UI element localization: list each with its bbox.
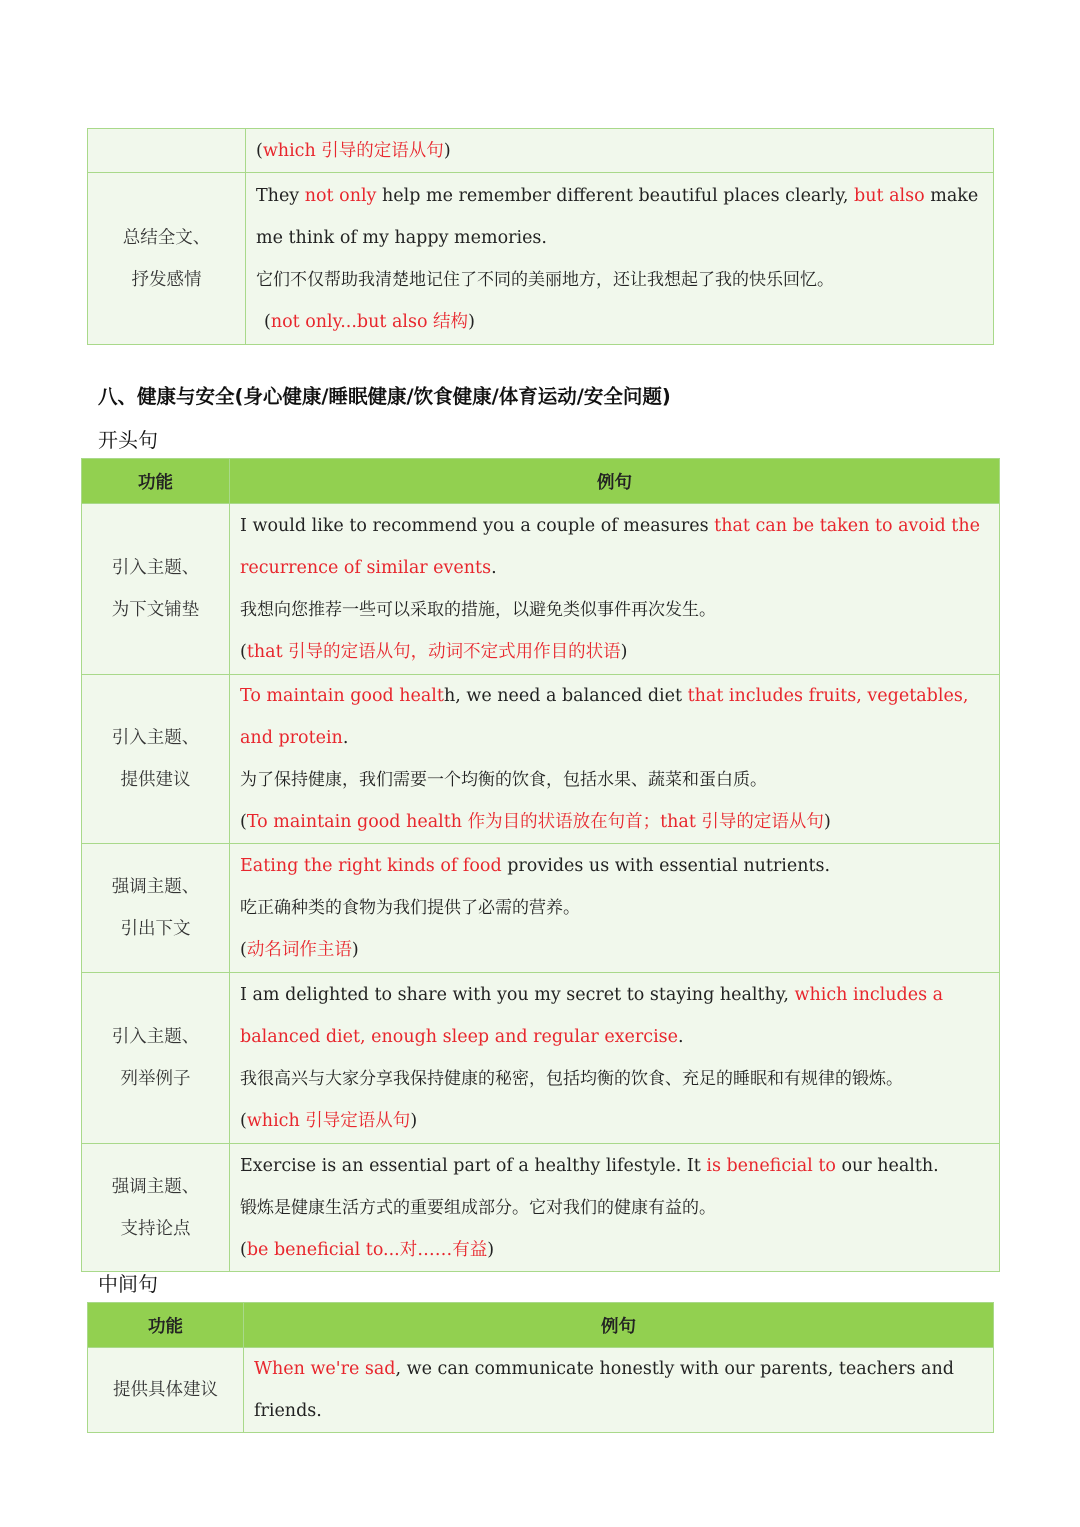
function-line: 列举例子: [120, 1069, 191, 1089]
english-sentence: I am delighted to share with you my secret to staying healthy, which includes a balanced diet, enough sleep and regular exercise.: [240, 985, 944, 1047]
function-cell: [82, 973, 230, 1144]
chinese-translation: 吃正确种类的食物为我们提供了必需的营养。: [240, 898, 580, 918]
chinese-translation: 它们不仅帮助我清楚地记住了不同的美丽地方，还让我想起了我的快乐回忆。: [256, 269, 834, 290]
example-cell: [230, 973, 1000, 1144]
chinese-translation: 我想向您推荐一些可以采取的措施，以避免类似事件再次发生。: [240, 600, 716, 620]
function-line: 强调主题、: [111, 1176, 200, 1197]
middle-table: [87, 1302, 994, 1433]
example-cell: [230, 844, 1000, 973]
grammar-note: (which 引导定语从句): [240, 1111, 418, 1131]
function-cell: 提供具体建议: [88, 1348, 244, 1433]
table-row: [88, 1348, 994, 1433]
table-row: [82, 675, 1000, 844]
example-cell: When we're sad, we can communicate honestly with our parents, teachers and friends.: [244, 1348, 994, 1433]
grammar-note: (To maintain good health 作为目的状语放在句首；that 引导的定语从句): [240, 812, 831, 832]
header-function: 功能: [82, 459, 230, 504]
chinese-translation: 我很高兴与大家分享我保持健康的秘密，包括均衡的饮食、充足的睡眠和有规律的锻炼。: [240, 1069, 903, 1089]
function-cell: [88, 173, 246, 345]
table-row: [82, 844, 1000, 973]
function-cell: [82, 675, 230, 844]
grammar-note: (not only...but also 结构): [264, 311, 475, 332]
function-line: 总结全文、: [122, 227, 211, 248]
table-row: [82, 973, 1000, 1144]
chinese-translation: 锻炼是健康生活方式的重要组成部分。它对我们的健康有益的。: [240, 1197, 716, 1218]
english-sentence: I would like to recommend you a couple of measures that can be taken to avoid the recurrence of similar events.: [240, 516, 980, 578]
table-header-row: [88, 1303, 994, 1348]
example-cell: [246, 173, 994, 345]
table-row: [88, 129, 994, 173]
function-line: 强调主题、: [111, 877, 200, 897]
example-cell: [230, 504, 1000, 675]
function-cell: [88, 129, 246, 173]
middle-sentences-title: 中间句: [98, 1272, 158, 1296]
example-cell: (which 引导的定语从句): [246, 129, 994, 173]
header-example: 例句: [244, 1303, 994, 1348]
grammar-note: (that 引导的定语从句，动词不定式用作目的状语): [240, 642, 628, 662]
function-line: 支持论点: [120, 1218, 191, 1239]
section-title: 八、健康与安全(身心健康/睡眠健康/饮食健康/体育运动/安全问题): [98, 385, 671, 408]
table-header-row: [82, 459, 1000, 504]
chinese-translation: 为了保持健康，我们需要一个均衡的饮食，包括水果、蔬菜和蛋白质。: [240, 770, 767, 790]
function-line: 提供建议: [120, 770, 191, 790]
example-cell: [230, 675, 1000, 844]
grammar-note: (be beneficial to...对……有益): [240, 1239, 495, 1260]
header-function: 功能: [88, 1303, 244, 1348]
opening-sentences-title: 开头句: [98, 428, 158, 452]
table-row: [88, 173, 994, 345]
function-line: 为下文铺垫: [111, 600, 200, 620]
function-line: 引出下文: [120, 919, 191, 939]
example-cell: [230, 1144, 1000, 1272]
function-cell: [82, 504, 230, 675]
function-line: 抒发感情: [131, 269, 202, 290]
english-sentence: Exercise is an essential part of a healthy lifestyle. It is beneficial to our health.: [240, 1155, 939, 1176]
english-sentence: To maintain good health, we need a balanced diet that includes fruits, vegetables, and protein.: [240, 686, 969, 748]
header-example: 例句: [230, 459, 1000, 504]
function-line: 引入主题、: [111, 558, 200, 578]
english-sentence: They not only help me remember different beautiful places clearly, but also make me think of my happy memories.: [256, 185, 979, 248]
english-sentence: Eating the right kinds of food provides us with essential nutrients.: [240, 856, 831, 876]
summary-table: [87, 128, 994, 345]
table-row: [82, 1144, 1000, 1272]
opening-table: [81, 458, 1000, 1272]
grammar-note: (动名词作主语): [240, 940, 359, 960]
function-cell: [82, 1144, 230, 1272]
function-cell: [82, 844, 230, 973]
table-row: [82, 504, 1000, 675]
function-line: 引入主题、: [111, 1027, 200, 1047]
function-line: 引入主题、: [111, 728, 200, 748]
